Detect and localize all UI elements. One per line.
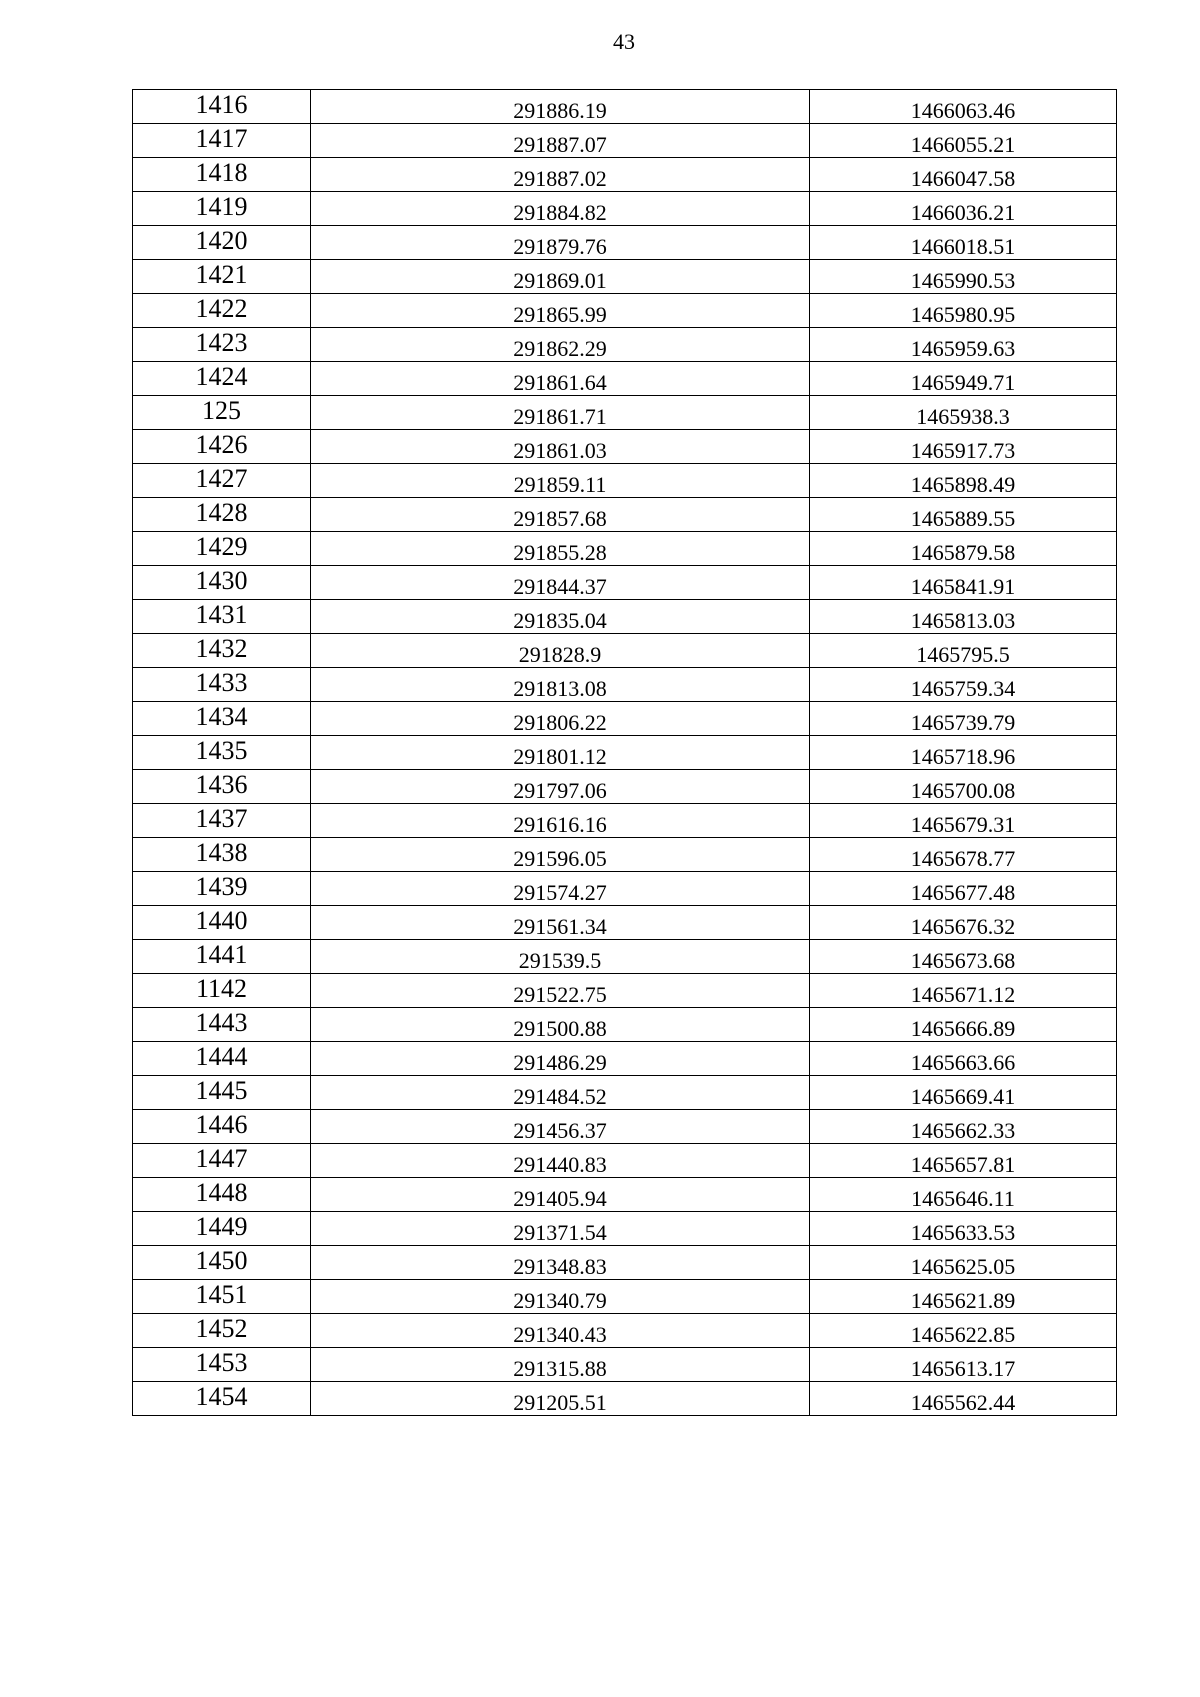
- y-coordinate-cell: 1465980.95: [810, 294, 1117, 328]
- y-coordinate-cell: 1465625.05: [810, 1246, 1117, 1280]
- table-row: [133, 906, 1117, 940]
- point-number-cell: 1416: [133, 90, 311, 124]
- table-row: [133, 600, 1117, 634]
- point-number-cell: 1444: [133, 1042, 311, 1076]
- point-number-cell: 1445: [133, 1076, 311, 1110]
- table-row: [133, 872, 1117, 906]
- x-coordinate-cell: 291371.54: [311, 1212, 810, 1246]
- y-coordinate-cell: 1465795.5: [810, 634, 1117, 668]
- point-number-cell: 1426: [133, 430, 311, 464]
- x-coordinate-cell: 291484.52: [311, 1076, 810, 1110]
- coordinates-table-body: [133, 90, 1117, 1416]
- table-row: [133, 1110, 1117, 1144]
- x-coordinate-cell: 291574.27: [311, 872, 810, 906]
- coordinates-table: [132, 89, 1117, 1416]
- table-row: [133, 1008, 1117, 1042]
- x-coordinate-cell: 291861.71: [311, 396, 810, 430]
- x-coordinate-cell: 291887.07: [311, 124, 810, 158]
- point-number-cell: 1427: [133, 464, 311, 498]
- table-row: [133, 532, 1117, 566]
- y-coordinate-cell: 1465949.71: [810, 362, 1117, 396]
- table-row: [133, 362, 1117, 396]
- point-number-cell: 1447: [133, 1144, 311, 1178]
- x-coordinate-cell: 291315.88: [311, 1348, 810, 1382]
- table-row: [133, 260, 1117, 294]
- y-coordinate-cell: 1465622.85: [810, 1314, 1117, 1348]
- point-number-cell: 1441: [133, 940, 311, 974]
- table-row: [133, 838, 1117, 872]
- point-number-cell: 1449: [133, 1212, 311, 1246]
- y-coordinate-cell: 1465657.81: [810, 1144, 1117, 1178]
- x-coordinate-cell: 291806.22: [311, 702, 810, 736]
- table-row: [133, 1178, 1117, 1212]
- y-coordinate-cell: 1465917.73: [810, 430, 1117, 464]
- x-coordinate-cell: 291861.03: [311, 430, 810, 464]
- y-coordinate-cell: 1465562.44: [810, 1382, 1117, 1416]
- x-coordinate-cell: 291616.16: [311, 804, 810, 838]
- y-coordinate-cell: 1465959.63: [810, 328, 1117, 362]
- point-number-cell: 1450: [133, 1246, 311, 1280]
- point-number-cell: 125: [133, 396, 311, 430]
- y-coordinate-cell: 1465646.11: [810, 1178, 1117, 1212]
- y-coordinate-cell: 1465678.77: [810, 838, 1117, 872]
- table-row: [133, 192, 1117, 226]
- table-row: [133, 396, 1117, 430]
- y-coordinate-cell: 1465889.55: [810, 498, 1117, 532]
- table-row: [133, 668, 1117, 702]
- point-number-cell: 1438: [133, 838, 311, 872]
- point-number-cell: 1420: [133, 226, 311, 260]
- table-row: [133, 1076, 1117, 1110]
- point-number-cell: 1454: [133, 1382, 311, 1416]
- y-coordinate-cell: 1465841.91: [810, 566, 1117, 600]
- table-row: [133, 1212, 1117, 1246]
- y-coordinate-cell: 1465676.32: [810, 906, 1117, 940]
- x-coordinate-cell: 291348.83: [311, 1246, 810, 1280]
- point-number-cell: 1439: [133, 872, 311, 906]
- x-coordinate-cell: 291456.37: [311, 1110, 810, 1144]
- table-row: [133, 124, 1117, 158]
- point-number-cell: 1418: [133, 158, 311, 192]
- point-number-cell: 1431: [133, 600, 311, 634]
- table-row: [133, 804, 1117, 838]
- x-coordinate-cell: 291340.79: [311, 1280, 810, 1314]
- point-number-cell: 1452: [133, 1314, 311, 1348]
- x-coordinate-cell: 291500.88: [311, 1008, 810, 1042]
- y-coordinate-cell: 1466063.46: [810, 90, 1117, 124]
- x-coordinate-cell: 291340.43: [311, 1314, 810, 1348]
- x-coordinate-cell: 291801.12: [311, 736, 810, 770]
- table-row: [133, 328, 1117, 362]
- x-coordinate-cell: 291857.68: [311, 498, 810, 532]
- table-row: [133, 940, 1117, 974]
- x-coordinate-cell: 291835.04: [311, 600, 810, 634]
- table-row: [133, 498, 1117, 532]
- x-coordinate-cell: 291522.75: [311, 974, 810, 1008]
- point-number-cell: 1446: [133, 1110, 311, 1144]
- y-coordinate-cell: 1465663.66: [810, 1042, 1117, 1076]
- y-coordinate-cell: 1465669.41: [810, 1076, 1117, 1110]
- x-coordinate-cell: 291205.51: [311, 1382, 810, 1416]
- point-number-cell: 1429: [133, 532, 311, 566]
- point-number-cell: 1437: [133, 804, 311, 838]
- point-number-cell: 1451: [133, 1280, 311, 1314]
- table-row: [133, 1246, 1117, 1280]
- table-row: [133, 430, 1117, 464]
- point-number-cell: 1423: [133, 328, 311, 362]
- table-row: [133, 1382, 1117, 1416]
- x-coordinate-cell: 291596.05: [311, 838, 810, 872]
- point-number-cell: 1432: [133, 634, 311, 668]
- x-coordinate-cell: 291405.94: [311, 1178, 810, 1212]
- point-number-cell: 1142: [133, 974, 311, 1008]
- table-row: [133, 974, 1117, 1008]
- y-coordinate-cell: 1465673.68: [810, 940, 1117, 974]
- x-coordinate-cell: 291884.82: [311, 192, 810, 226]
- point-number-cell: 1448: [133, 1178, 311, 1212]
- y-coordinate-cell: 1465700.08: [810, 770, 1117, 804]
- y-coordinate-cell: 1465677.48: [810, 872, 1117, 906]
- x-coordinate-cell: 291844.37: [311, 566, 810, 600]
- table-row: [133, 464, 1117, 498]
- x-coordinate-cell: 291861.64: [311, 362, 810, 396]
- point-number-cell: 1421: [133, 260, 311, 294]
- table-row: [133, 158, 1117, 192]
- table-row: [133, 634, 1117, 668]
- table-row: [133, 226, 1117, 260]
- table-row: [133, 1280, 1117, 1314]
- y-coordinate-cell: 1465990.53: [810, 260, 1117, 294]
- table-row: [133, 1144, 1117, 1178]
- x-coordinate-cell: 291797.06: [311, 770, 810, 804]
- x-coordinate-cell: 291887.02: [311, 158, 810, 192]
- x-coordinate-cell: 291879.76: [311, 226, 810, 260]
- table-row: [133, 294, 1117, 328]
- y-coordinate-cell: 1465879.58: [810, 532, 1117, 566]
- x-coordinate-cell: 291869.01: [311, 260, 810, 294]
- page-number: 43: [613, 29, 635, 54]
- x-coordinate-cell: 291486.29: [311, 1042, 810, 1076]
- y-coordinate-cell: 1465759.34: [810, 668, 1117, 702]
- y-coordinate-cell: 1465718.96: [810, 736, 1117, 770]
- x-coordinate-cell: 291539.5: [311, 940, 810, 974]
- table-row: [133, 566, 1117, 600]
- x-coordinate-cell: 291855.28: [311, 532, 810, 566]
- point-number-cell: 1440: [133, 906, 311, 940]
- point-number-cell: 1424: [133, 362, 311, 396]
- point-number-cell: 1417: [133, 124, 311, 158]
- y-coordinate-cell: 1465671.12: [810, 974, 1117, 1008]
- y-coordinate-cell: 1465662.33: [810, 1110, 1117, 1144]
- y-coordinate-cell: 1465633.53: [810, 1212, 1117, 1246]
- y-coordinate-cell: 1465938.3: [810, 396, 1117, 430]
- x-coordinate-cell: 291440.83: [311, 1144, 810, 1178]
- table-row: [133, 1348, 1117, 1382]
- table-row: [133, 736, 1117, 770]
- y-coordinate-cell: 1465898.49: [810, 464, 1117, 498]
- table-row: [133, 1042, 1117, 1076]
- y-coordinate-cell: 1466036.21: [810, 192, 1117, 226]
- y-coordinate-cell: 1465621.89: [810, 1280, 1117, 1314]
- point-number-cell: 1453: [133, 1348, 311, 1382]
- x-coordinate-cell: 291859.11: [311, 464, 810, 498]
- x-coordinate-cell: 291561.34: [311, 906, 810, 940]
- y-coordinate-cell: 1466047.58: [810, 158, 1117, 192]
- table-row: [133, 770, 1117, 804]
- y-coordinate-cell: 1465679.31: [810, 804, 1117, 838]
- point-number-cell: 1443: [133, 1008, 311, 1042]
- point-number-cell: 1434: [133, 702, 311, 736]
- point-number-cell: 1435: [133, 736, 311, 770]
- x-coordinate-cell: 291862.29: [311, 328, 810, 362]
- point-number-cell: 1428: [133, 498, 311, 532]
- point-number-cell: 1430: [133, 566, 311, 600]
- y-coordinate-cell: 1466055.21: [810, 124, 1117, 158]
- point-number-cell: 1419: [133, 192, 311, 226]
- y-coordinate-cell: 1465739.79: [810, 702, 1117, 736]
- y-coordinate-cell: 1466018.51: [810, 226, 1117, 260]
- table-row: [133, 1314, 1117, 1348]
- x-coordinate-cell: 291886.19: [311, 90, 810, 124]
- point-number-cell: 1436: [133, 770, 311, 804]
- y-coordinate-cell: 1465613.17: [810, 1348, 1117, 1382]
- table-row: [133, 90, 1117, 124]
- x-coordinate-cell: 291828.9: [311, 634, 810, 668]
- point-number-cell: 1422: [133, 294, 311, 328]
- point-number-cell: 1433: [133, 668, 311, 702]
- x-coordinate-cell: 291865.99: [311, 294, 810, 328]
- table-row: [133, 702, 1117, 736]
- y-coordinate-cell: 1465813.03: [810, 600, 1117, 634]
- y-coordinate-cell: 1465666.89: [810, 1008, 1117, 1042]
- x-coordinate-cell: 291813.08: [311, 668, 810, 702]
